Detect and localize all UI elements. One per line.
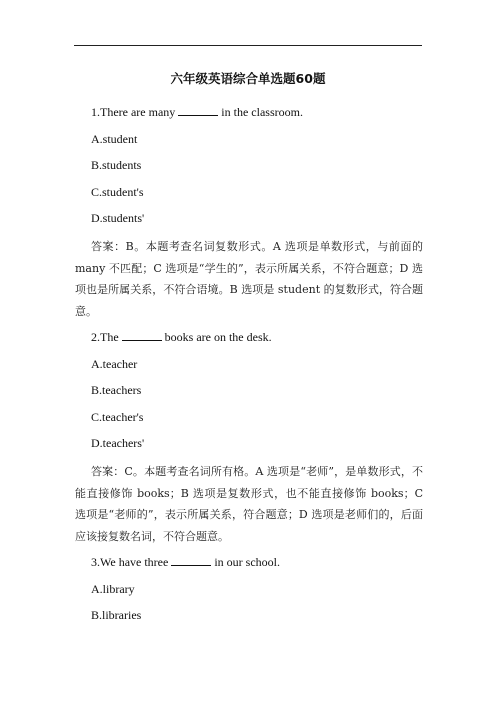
page-title: 六年级英语综合单选题60题 — [170, 71, 326, 86]
option-a: A.student — [91, 131, 138, 146]
answer-blank — [178, 105, 218, 116]
question-stem: 3.We have three in our school. — [91, 555, 280, 569]
answer-blank — [171, 555, 211, 566]
answer-explanation: 答案：B。本题考查名词复数形式。A 选项是单数形式，与前面的 many 不匹配；C 选项是“学生的”，表示所属关系，不符合题意；D 选项也是所属关系，不符合语境。B 选项是 student 的复数形式，符合题意。 — [75, 240, 423, 318]
document-body — [75, 104, 423, 623]
option-b: B.teachers — [91, 383, 142, 397]
option-c: C.teacher's — [91, 409, 144, 424]
option-d: D.students' — [91, 211, 145, 225]
option-a: A.teacher — [91, 356, 138, 371]
question-stem: 1.There are many in the classroom. — [91, 105, 303, 119]
option-c: C.student's — [91, 184, 144, 199]
option-b: B.libraries — [91, 608, 142, 622]
answer-blank — [122, 330, 162, 341]
option-a: A.library — [91, 581, 135, 596]
option-b: B.students — [91, 158, 142, 172]
header-rule — [74, 45, 422, 46]
option-d: D.teachers' — [91, 436, 145, 450]
question-stem: 2.The books are on the desk. — [91, 330, 272, 344]
answer-explanation: 答案：C。本题考查名词所有格。A 选项是“老师”，是单数形式，不能直接修饰 books；B 选项是复数形式，也不能直接修饰 books；C 选项是“老师的”，表示所属关系，符合题意；D 选项是老师们的，后面应该接复数名词，不符合题意。 — [75, 465, 423, 543]
